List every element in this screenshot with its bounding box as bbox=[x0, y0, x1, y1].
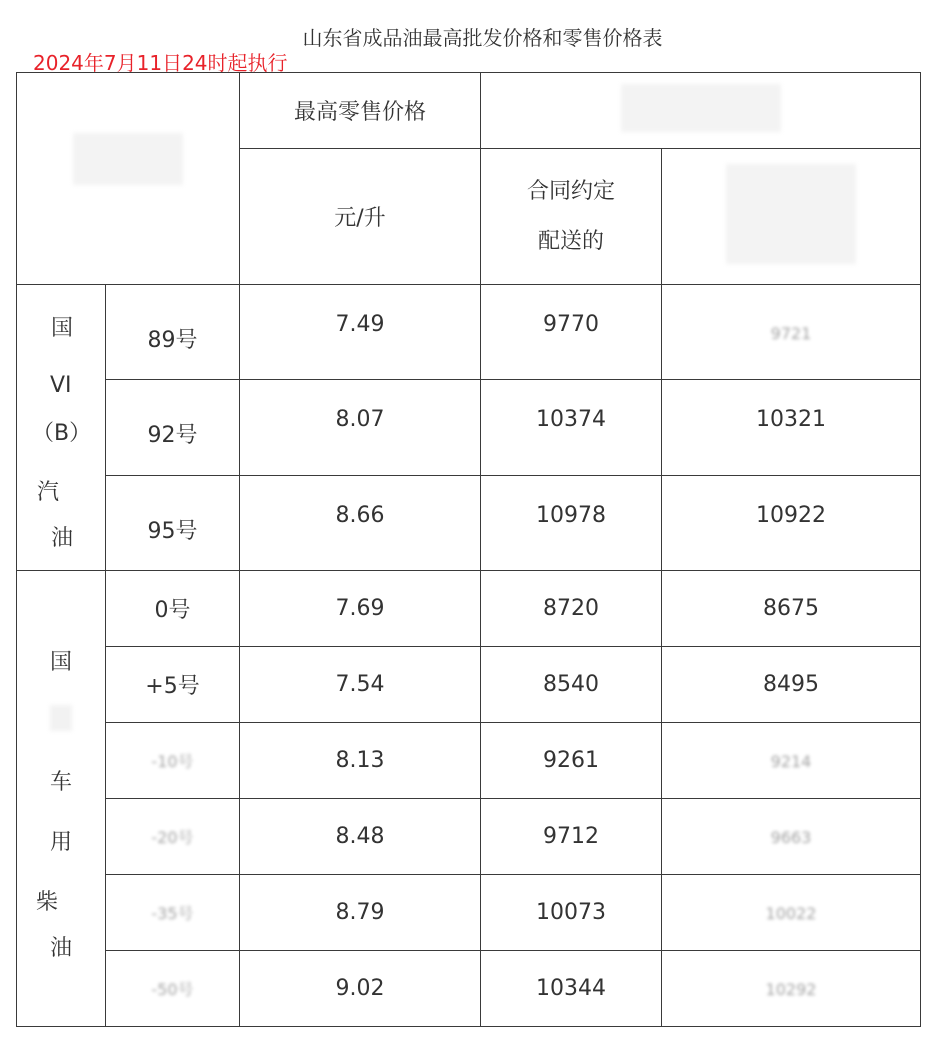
grade-cell: 89号 bbox=[106, 285, 240, 380]
retail-price-cell: 7.69 bbox=[240, 571, 481, 647]
header-other-cell bbox=[662, 149, 921, 285]
contract-price-cell: 10073 bbox=[481, 875, 662, 951]
diesel-char-2: 车 bbox=[50, 770, 73, 795]
grade-cell: 92号 bbox=[106, 380, 240, 476]
contract-price-cell: 9712 bbox=[481, 799, 662, 875]
contract-price-cell: 8540 bbox=[481, 647, 662, 723]
header-contract-line2: 配送的 bbox=[537, 228, 604, 254]
grade-cell: 95号 bbox=[106, 476, 240, 571]
gasoline-char-4: 汽 bbox=[37, 480, 60, 505]
header-unit: 元/升 bbox=[240, 149, 481, 285]
header-corner-cell bbox=[17, 73, 240, 285]
header-wholesale-cell bbox=[481, 73, 921, 149]
gasoline-category-cell bbox=[17, 285, 106, 571]
table-row bbox=[17, 380, 921, 476]
retail-price-cell: 9.02 bbox=[240, 951, 481, 1027]
retail-price-cell: 8.07 bbox=[240, 380, 481, 476]
table-row bbox=[17, 476, 921, 571]
other-price-cell: 8675 bbox=[662, 571, 921, 647]
obscured-corner-block bbox=[73, 133, 183, 185]
obscured-value: -35号 bbox=[151, 904, 194, 923]
header-contract-delivery bbox=[481, 149, 662, 285]
other-price-cell: 8495 bbox=[662, 647, 921, 723]
price-table bbox=[16, 72, 921, 1027]
table-row bbox=[17, 799, 921, 875]
other-price-cell bbox=[662, 723, 921, 799]
gasoline-char-3: （B） bbox=[32, 421, 92, 446]
other-price-cell bbox=[662, 285, 921, 380]
table-row bbox=[17, 875, 921, 951]
contract-price-cell: 10374 bbox=[481, 380, 662, 476]
other-price-cell bbox=[662, 799, 921, 875]
diesel-category-cell bbox=[17, 571, 106, 1027]
obscured-value: 10292 bbox=[765, 980, 817, 999]
header-contract-line1: 合同约定 bbox=[526, 178, 615, 204]
obscured-value: 9214 bbox=[770, 752, 812, 771]
table-row bbox=[17, 951, 921, 1027]
obscured-value: 9721 bbox=[770, 323, 812, 343]
table-row bbox=[17, 647, 921, 723]
diesel-char-3: 用 bbox=[50, 830, 73, 855]
retail-price-cell: 8.13 bbox=[240, 723, 481, 799]
header-row-1 bbox=[17, 73, 921, 149]
gasoline-char-5: 油 bbox=[51, 526, 74, 551]
grade-cell: 0号 bbox=[106, 571, 240, 647]
contract-price-cell: 8720 bbox=[481, 571, 662, 647]
obscured-value: -50号 bbox=[151, 980, 194, 999]
effective-time: 2024年7月11日24时起执行 bbox=[33, 51, 288, 75]
diesel-char-4: 柴 bbox=[36, 890, 59, 915]
other-price-cell: 10922 bbox=[662, 476, 921, 571]
header-retail-price: 最高零售价格 bbox=[240, 73, 481, 149]
obscured-value: 9663 bbox=[770, 828, 812, 847]
grade-cell bbox=[106, 875, 240, 951]
obscured-header-block bbox=[621, 84, 781, 132]
grade-cell bbox=[106, 723, 240, 799]
other-price-cell: 10321 bbox=[662, 380, 921, 476]
diesel-char-1b: 国 bbox=[50, 650, 73, 675]
obscured-value: -10号 bbox=[151, 752, 194, 771]
other-price-cell bbox=[662, 951, 921, 1027]
grade-cell: +5号 bbox=[106, 647, 240, 723]
diesel-char-5: 油 bbox=[50, 936, 73, 961]
table-row bbox=[17, 571, 921, 647]
other-price-cell bbox=[662, 875, 921, 951]
obscured-value: 10022 bbox=[765, 904, 817, 923]
grade-cell bbox=[106, 951, 240, 1027]
contract-price-cell: 10978 bbox=[481, 476, 662, 571]
contract-price-cell: 9261 bbox=[481, 723, 662, 799]
page-title: 山东省成品油最高批发价格和零售价格表 bbox=[302, 26, 663, 50]
gasoline-char-2: VI bbox=[50, 373, 72, 398]
retail-price-cell: 8.48 bbox=[240, 799, 481, 875]
obscured-value: -20号 bbox=[151, 828, 194, 847]
table-row bbox=[17, 285, 921, 380]
retail-price-cell: 7.49 bbox=[240, 285, 481, 380]
retail-price-cell: 8.79 bbox=[240, 875, 481, 951]
contract-price-cell: 10344 bbox=[481, 951, 662, 1027]
grade-cell bbox=[106, 799, 240, 875]
gasoline-char-1: 国 bbox=[51, 316, 74, 341]
table-row bbox=[17, 723, 921, 799]
retail-price-cell: 7.54 bbox=[240, 647, 481, 723]
obscured-header-block-2 bbox=[726, 164, 856, 264]
retail-price-cell: 8.66 bbox=[240, 476, 481, 571]
contract-price-cell: 9770 bbox=[481, 285, 662, 380]
